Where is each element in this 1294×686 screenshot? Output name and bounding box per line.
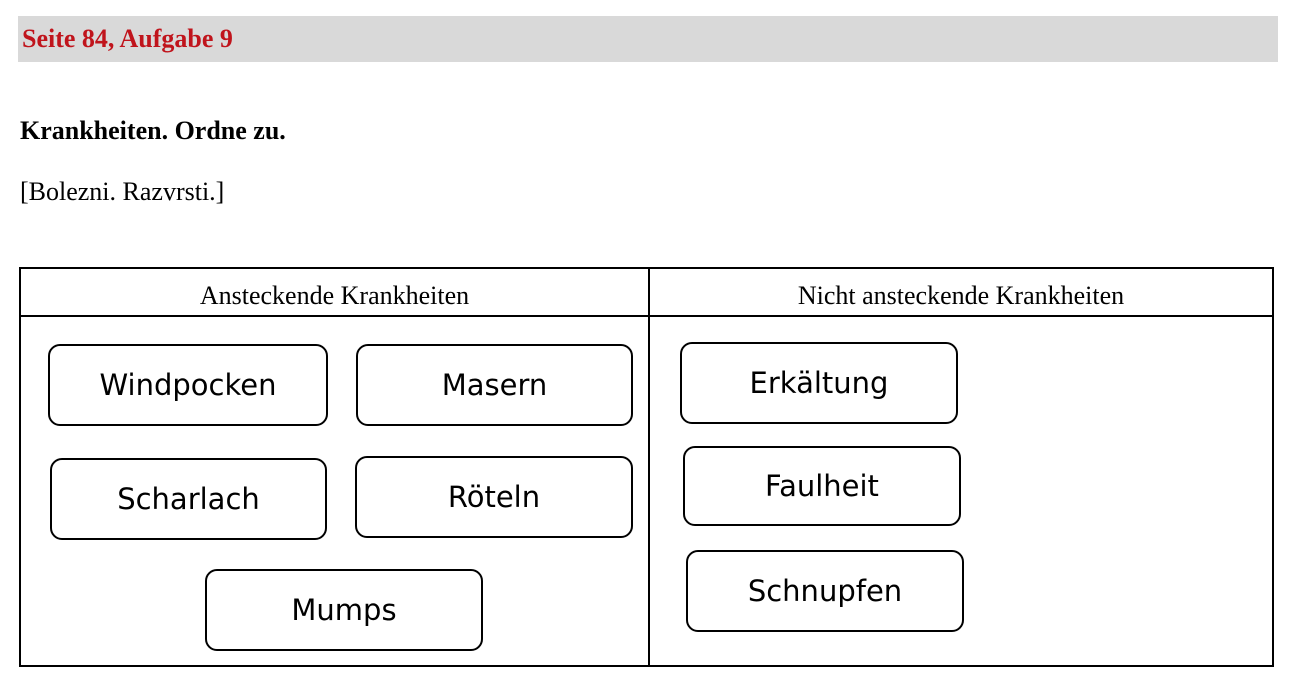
section-title: Seite 84, Aufgabe 9: [22, 24, 233, 53]
task-instruction: Krankheiten. Ordne zu.: [20, 116, 286, 145]
column-divider: [648, 269, 650, 665]
card-faulheit[interactable]: Faulheit: [683, 446, 961, 526]
card-scharlach[interactable]: Scharlach: [50, 458, 327, 540]
card-windpocken[interactable]: Windpocken: [48, 344, 328, 426]
card-mumps[interactable]: Mumps: [205, 569, 483, 651]
sorting-table: [19, 267, 1274, 667]
card-masern[interactable]: Masern: [356, 344, 633, 426]
column-heading-contagious: Ansteckende Krankheiten: [199, 281, 470, 310]
card-roeteln[interactable]: Röteln: [355, 456, 633, 538]
task-translation: [Bolezni. Razvrsti.]: [20, 177, 225, 206]
section-header: [18, 16, 1278, 62]
header-row-divider: [21, 315, 1272, 317]
column-heading-non-contagious: Nicht ansteckende Krankheiten: [797, 281, 1125, 310]
card-erkaeltung[interactable]: Erkältung: [680, 342, 958, 424]
card-schnupfen[interactable]: Schnupfen: [686, 550, 964, 632]
